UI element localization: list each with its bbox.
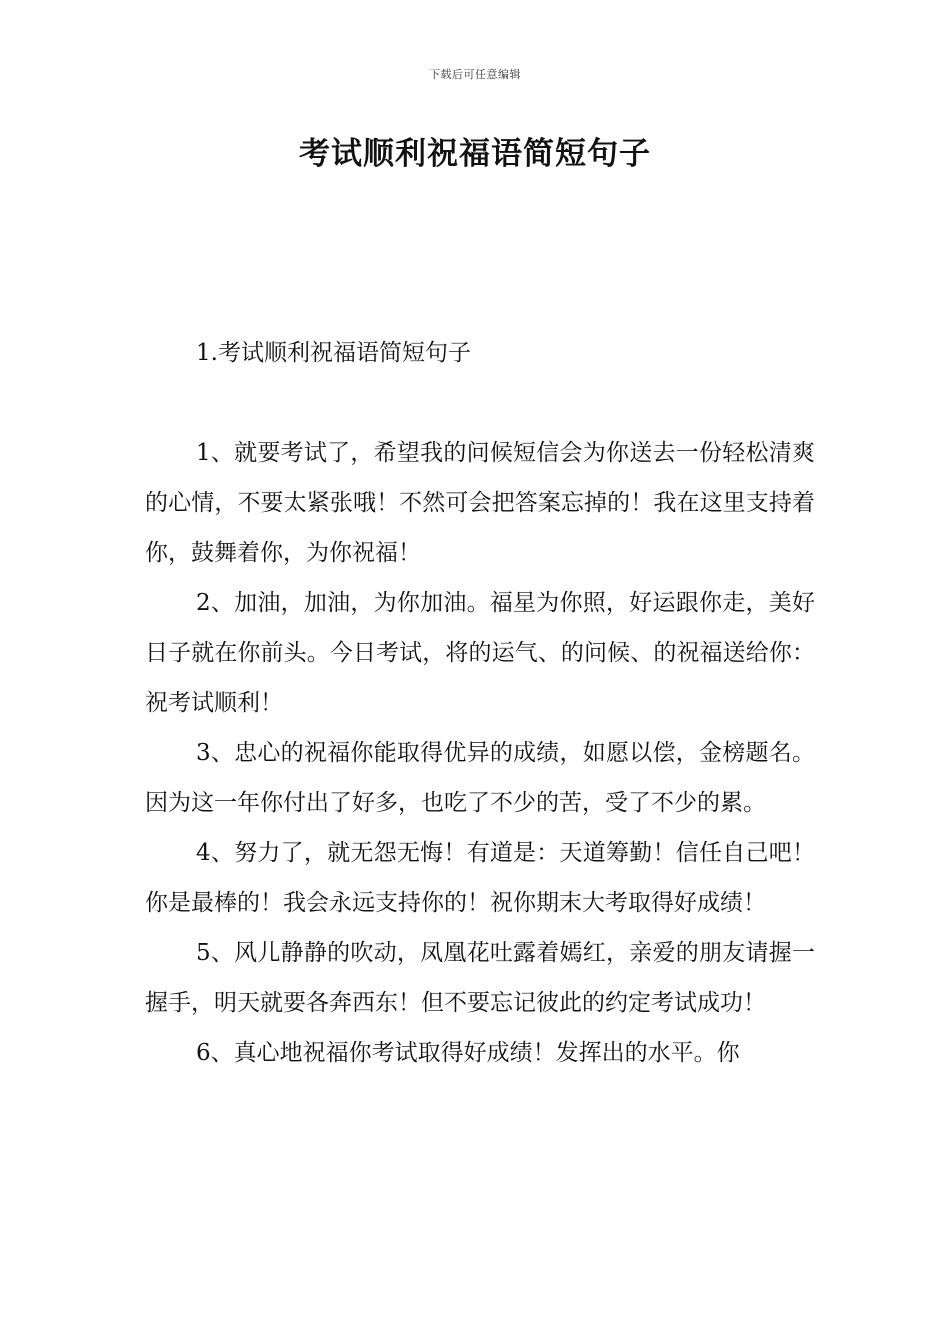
paragraph-6: 6、真心地祝福你考试取得好成绩！发挥出的水平。你 — [196, 1040, 740, 1066]
document-title: 考试顺利祝福语简短句子 — [299, 136, 651, 172]
paragraph-5: 5、风儿静静的吹动，凤凰花吐露着嫣红，亲爱的朋友请握一握手，明天就要各奔西东！但不要忘记彼此的约定考试成功！ — [145, 940, 815, 1016]
document-body — [145, 428, 815, 1078]
paragraph-4: 4、努力了，就无怨无悔！有道是：天道筹勤！信任自己吧！你是最棒的！我会永远支持你的！祝你期末大考取得好成绩！ — [145, 840, 815, 916]
paragraph-2: 2、加油，加油，为你加油。福星为你照，好运跟你走，美好日子就在你前头。今日考试，将的运气、的问候、的祝福送给你：祝考试顺利！ — [145, 590, 815, 716]
header-note: 下载后可任意编辑 — [429, 68, 521, 81]
paragraph-1: 1、就要考试了，希望我的问候短信会为你送去一份轻松清爽的心情，不要太紧张哦！不然可会把答案忘掉的！我在这里支持着你，鼓舞着你，为你祝福！ — [145, 440, 815, 566]
paragraph-3: 3、忠心的祝福你能取得优异的成绩，如愿以偿，金榜题名。因为这一年你付出了好多，也吃了不少的苦，受了不少的累。 — [145, 740, 815, 816]
section-heading: 1.考试顺利祝福语简短句子 — [196, 340, 471, 366]
